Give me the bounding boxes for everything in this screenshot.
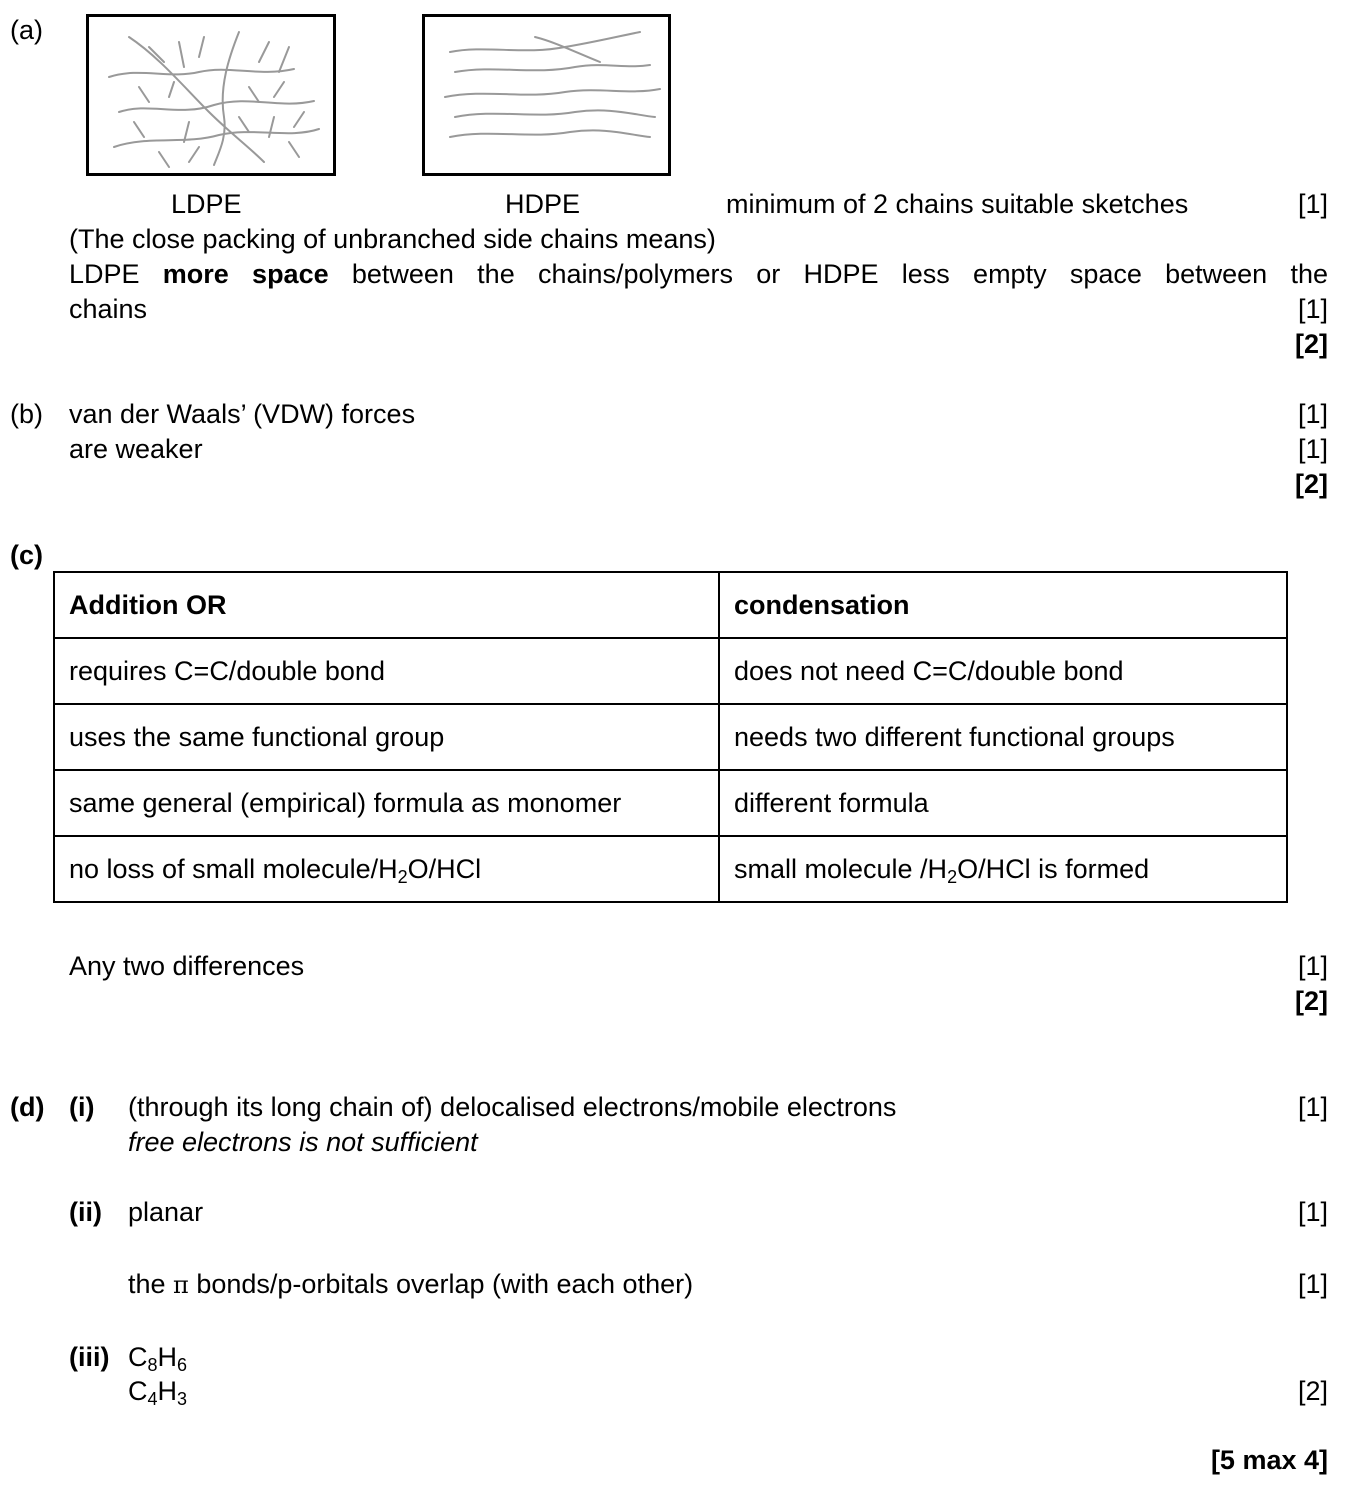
table-cell: same general (empirical) formula as monomer: [54, 770, 719, 836]
part-a-label: (a): [10, 15, 43, 45]
header-condensation: condensation: [719, 572, 1287, 638]
table-cell: needs two different functional groups: [719, 704, 1287, 770]
part-b-mark-2: [1]: [1297, 434, 1328, 464]
part-a-total: [2]: [1295, 329, 1328, 359]
part-b-line-2: are weaker: [69, 434, 203, 464]
table-cell: does not need C=C/double bond: [719, 638, 1287, 704]
part-d-label: (d): [10, 1092, 45, 1122]
table-row: [54, 704, 1287, 770]
part-b-mark-1: [1]: [1297, 399, 1328, 429]
part-a-mark-1: [1]: [1297, 189, 1328, 219]
sketch-note: minimum of 2 chains suitable sketches: [726, 189, 1189, 219]
ldpe-label: LDPE: [171, 189, 242, 219]
table-row: [54, 836, 1287, 902]
table-cell: no loss of small molecule/$H_2O$/HCl: [54, 836, 719, 902]
part-d-ii-line-2: the π bonds/p-orbitals overlap (with each other): [128, 1269, 694, 1299]
part-a-line-1: (The close packing of unbranched side chains means): [69, 224, 716, 254]
part-d-iii-mark: [2]: [1297, 1376, 1328, 1406]
table-cell: uses the same functional group: [54, 704, 719, 770]
part-d-ii-line-1: planar: [128, 1197, 204, 1227]
part-c-note: Any two differences: [69, 951, 305, 981]
part-d-total: [5 max 4]: [1210, 1445, 1328, 1475]
table-cell: requires C=C/double bond: [54, 638, 719, 704]
ldpe-sketch: [86, 14, 336, 176]
part-d-i-mark: [1]: [1297, 1092, 1328, 1122]
table-row: [54, 770, 1287, 836]
formula-c8h6: $C_8H_6$: [128, 1342, 188, 1375]
part-d-i-line-1: (through its long chain of) delocalised electrons/mobile electrons: [128, 1092, 897, 1122]
part-c-total: [2]: [1295, 986, 1328, 1016]
part-b-line-1: van der Waals’ (VDW) forces: [69, 399, 416, 429]
table-header-row: [54, 572, 1287, 638]
part-d-ii-mark-1: [1]: [1297, 1197, 1328, 1227]
part-d-ii-mark-2: [1]: [1297, 1269, 1328, 1299]
part-d-iii-label: (iii): [69, 1342, 110, 1372]
table-cell: small molecule $/H_2O$/HCl is formed: [719, 836, 1287, 902]
part-b-total: [2]: [1295, 469, 1328, 499]
comparison-table: [53, 571, 1288, 903]
hdpe-label: HDPE: [505, 189, 581, 219]
part-d-i-label: (i): [69, 1092, 95, 1122]
part-d-ii-label: (ii): [69, 1197, 102, 1227]
formula-c4h3: $C_4H_3$: [128, 1376, 188, 1409]
table-row: [54, 638, 1287, 704]
part-c-label: (c): [10, 540, 43, 570]
hdpe-sketch: [422, 14, 671, 176]
pi-symbol: π: [173, 1271, 189, 1299]
part-d-i-line-2: free electrons is not sufficient: [128, 1127, 478, 1157]
table-cell: different formula: [719, 770, 1287, 836]
part-a-line-3: chains: [69, 294, 148, 324]
part-a-line-2: LDPE more space between the chains/polymers or HDPE less empty space between the: [69, 259, 1328, 289]
part-a-mark-2: [1]: [1297, 294, 1328, 324]
part-b-label: (b): [10, 399, 43, 429]
part-c-mark-1: [1]: [1297, 951, 1328, 981]
header-addition: Addition OR: [54, 572, 719, 638]
